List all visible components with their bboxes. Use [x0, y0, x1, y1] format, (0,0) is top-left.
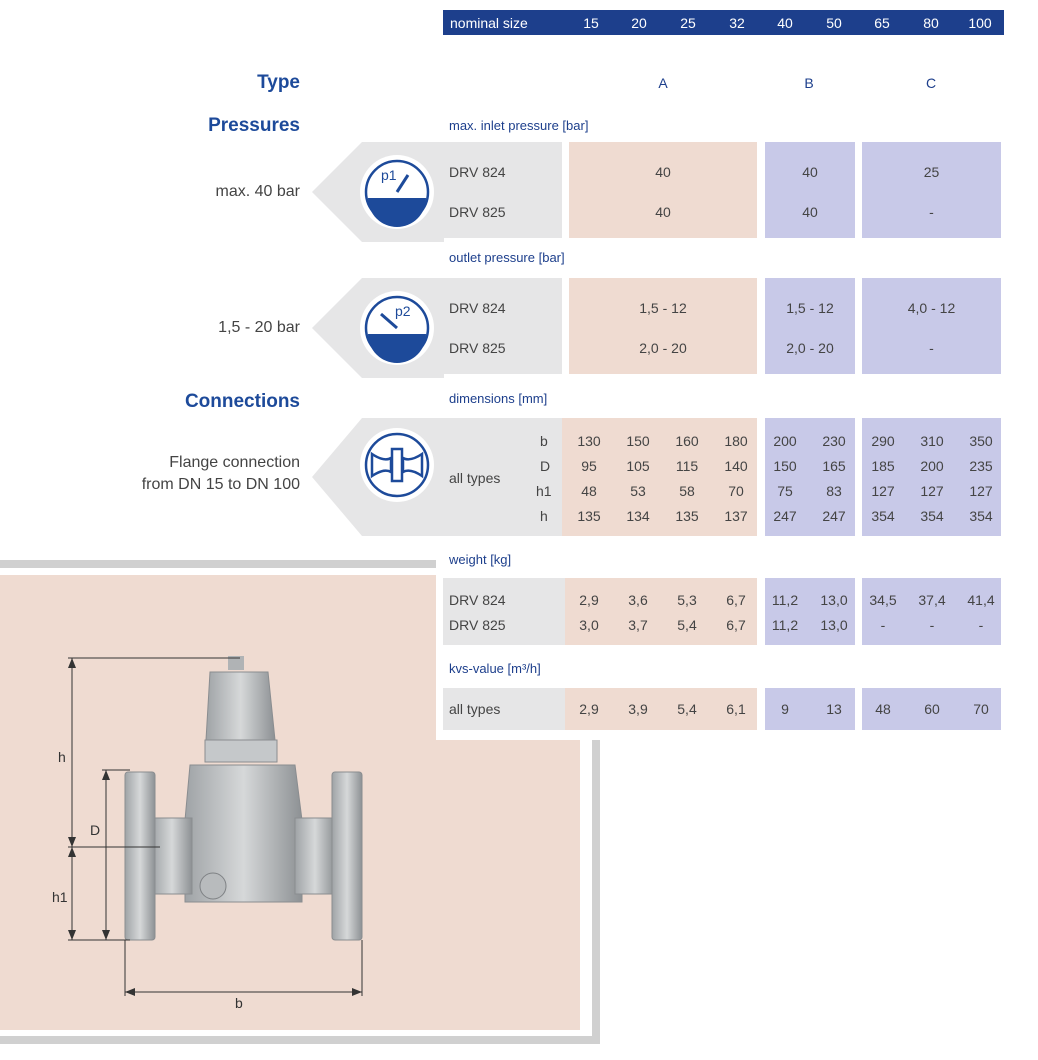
weight-cell: 2,9	[579, 592, 599, 608]
label-h1: h1	[52, 889, 68, 905]
dim-key-b: b	[540, 433, 548, 449]
kvs-title: kvs-value [m³/h]	[449, 661, 541, 676]
flange-connection-icon	[312, 418, 444, 536]
dimension-cell: 137	[724, 508, 748, 524]
dim-key-h: h	[540, 508, 548, 524]
dimension-cell: 200	[920, 458, 944, 474]
inlet-name-cell	[443, 142, 562, 238]
weight-row1-name: DRV 824	[449, 592, 506, 608]
nominal-size-header	[443, 10, 1004, 35]
size-25: 25	[680, 15, 696, 31]
weight-cell: -	[880, 617, 886, 633]
outlet-side-label: 1,5 - 20 bar	[218, 319, 300, 336]
outlet-row1-b: 1,5 - 12	[786, 300, 834, 316]
dimension-cell: 127	[871, 483, 895, 499]
spring-housing	[206, 672, 275, 740]
outlet-title: outlet pressure [bar]	[449, 250, 565, 265]
size-80: 80	[923, 15, 939, 31]
size-40: 40	[777, 15, 793, 31]
kvs-cell: 60	[924, 701, 940, 717]
dimension-cell: 127	[969, 483, 993, 499]
dimension-cell: 350	[969, 433, 993, 449]
dimension-cell: 180	[724, 433, 748, 449]
weight-row2-name: DRV 825	[449, 617, 506, 633]
outlet-row2-a: 2,0 - 20	[639, 340, 687, 356]
dimension-cell: 247	[822, 508, 846, 524]
outlet-type-c-cell	[862, 278, 1001, 374]
type-c: C	[925, 75, 937, 91]
outlet-type-b-cell	[765, 278, 855, 374]
inlet-title: max. inlet pressure [bar]	[449, 118, 589, 133]
dimension-cell: 48	[581, 483, 597, 499]
weight-cell: 13,0	[820, 592, 848, 608]
dimension-cell: 235	[969, 458, 993, 474]
inlet-row2-b: 40	[802, 204, 818, 220]
weight-type-b-cell	[765, 578, 855, 645]
dimension-cell: 354	[920, 508, 944, 524]
weight-cell: 5,4	[677, 617, 697, 633]
weight-cell: 37,4	[918, 592, 946, 608]
dimension-cell: 230	[822, 433, 846, 449]
outlet-row1-name: DRV 824	[449, 300, 506, 316]
right-flange	[332, 772, 362, 940]
dimension-cell: 140	[724, 458, 748, 474]
kvs-cell: 5,4	[677, 701, 697, 717]
kvs-cell: 9	[781, 701, 789, 717]
weight-cell: 34,5	[869, 592, 897, 608]
dimension-cell: 115	[675, 458, 699, 474]
label-D: D	[90, 822, 101, 838]
dimension-cell: 160	[675, 433, 699, 449]
outlet-pipe	[295, 818, 335, 894]
inlet-side-label: max. 40 bar	[215, 183, 300, 200]
outlet-row2-b: 2,0 - 20	[786, 340, 834, 356]
weight-cell: 3,7	[628, 617, 648, 633]
inlet-row2-name: DRV 825	[449, 204, 506, 220]
dimension-cell: 95	[581, 458, 597, 474]
weight-cell: 13,0	[820, 617, 848, 633]
weight-cell: 6,7	[726, 617, 746, 633]
dimension-cell: 105	[626, 458, 650, 474]
size-50: 50	[826, 15, 842, 31]
size-100: 100	[968, 15, 992, 31]
dim-group-label: all types	[449, 470, 501, 486]
dimension-cell: 150	[626, 433, 650, 449]
inlet-row1-a: 40	[655, 164, 671, 180]
weight-cell: 5,3	[677, 592, 697, 608]
outlet-name-cell	[443, 278, 562, 374]
dimension-cell: 83	[826, 483, 842, 499]
flange-label-1: Flange connection	[169, 454, 300, 471]
section-type: Type	[257, 72, 300, 93]
label-b: b	[235, 995, 243, 1011]
inlet-type-a-cell	[569, 142, 757, 238]
dimension-cell: 185	[871, 458, 895, 474]
inlet-icon-label: p1	[381, 167, 397, 183]
inlet-row2-c: -	[929, 204, 934, 220]
dimension-cell: 58	[679, 483, 695, 499]
weight-cell: 6,7	[726, 592, 746, 608]
inlet-row1-c: 25	[923, 164, 940, 180]
weight-cell: 3,6	[628, 592, 648, 608]
flange-label-2: from DN 15 to DN 100	[141, 476, 300, 493]
kvs-cell: 13	[826, 701, 842, 717]
inlet-pipe	[152, 818, 192, 894]
dimension-cell: 53	[630, 483, 646, 499]
outlet-type-a-cell	[569, 278, 757, 374]
kvs-cell: 6,1	[726, 701, 746, 717]
section-connections: Connections	[184, 391, 300, 412]
left-flange	[125, 772, 155, 940]
kvs-cell: 3,9	[628, 701, 648, 717]
dimensions-title: dimensions [mm]	[449, 391, 548, 406]
outlet-row2-name: DRV 825	[449, 340, 506, 356]
inlet-pressure-icon	[312, 142, 444, 242]
inlet-row1-name: DRV 824	[449, 164, 506, 180]
size-15: 15	[583, 15, 599, 31]
dimension-cell: 135	[675, 508, 699, 524]
dimension-cell: 134	[626, 508, 650, 524]
dimension-cell: 130	[577, 433, 601, 449]
inlet-type-b-cell	[765, 142, 855, 238]
weight-cell: -	[929, 617, 935, 633]
kvs-group-label: all types	[449, 701, 501, 717]
dimension-cell: 290	[871, 433, 895, 449]
dimension-cell: 70	[728, 483, 744, 499]
kvs-cell: 2,9	[579, 701, 599, 717]
weight-title: weight [kg]	[449, 552, 512, 567]
dimension-cell: 150	[773, 458, 797, 474]
weight-cell: 3,0	[579, 617, 599, 633]
dimension-cell: 127	[920, 483, 944, 499]
dimension-cell: 135	[577, 508, 601, 524]
outlet-pressure-icon	[312, 278, 444, 378]
dimension-cell: 200	[773, 433, 797, 449]
type-a: A	[658, 75, 668, 91]
gauge-port	[200, 873, 226, 899]
label-h: h	[58, 749, 66, 765]
kvs-cell: 48	[875, 701, 891, 717]
weight-name-cell	[443, 578, 565, 645]
inlet-row1-b: 40	[802, 164, 818, 180]
dimension-cell: 310	[920, 433, 944, 449]
dim-key-D: D	[540, 458, 551, 474]
housing-collar	[205, 740, 277, 762]
valve-dimension-drawing	[40, 640, 380, 1020]
size-32: 32	[729, 15, 745, 31]
outlet-row1-c: 4,0 - 12	[907, 300, 956, 316]
inlet-type-c-cell	[862, 142, 1001, 238]
weight-cell: -	[978, 617, 984, 633]
dimension-cell: 75	[777, 483, 793, 499]
dim-key-h1: h1	[536, 483, 552, 499]
inlet-row2-a: 40	[655, 204, 671, 220]
dimension-cell: 354	[969, 508, 993, 524]
header-label: nominal size	[450, 15, 528, 31]
weight-cell: 11,2	[771, 617, 799, 633]
weight-type-c-cell	[862, 578, 1001, 645]
outlet-row1-a: 1,5 - 12	[639, 300, 687, 316]
weight-cell: 41,4	[967, 592, 995, 608]
size-65: 65	[874, 15, 890, 31]
dimension-cell: 247	[773, 508, 797, 524]
dimension-cell: 165	[822, 458, 846, 474]
outlet-icon-label: p2	[395, 303, 411, 319]
dimension-cell: 354	[871, 508, 895, 524]
section-pressures: Pressures	[208, 115, 300, 136]
size-20: 20	[631, 15, 647, 31]
kvs-cell: 70	[973, 701, 989, 717]
drawing-frame-bottom	[0, 1036, 600, 1044]
outlet-row2-c: -	[929, 340, 934, 356]
type-b: B	[804, 75, 814, 91]
weight-cell: 11,2	[771, 592, 799, 608]
weight-type-a-cell	[565, 578, 757, 645]
